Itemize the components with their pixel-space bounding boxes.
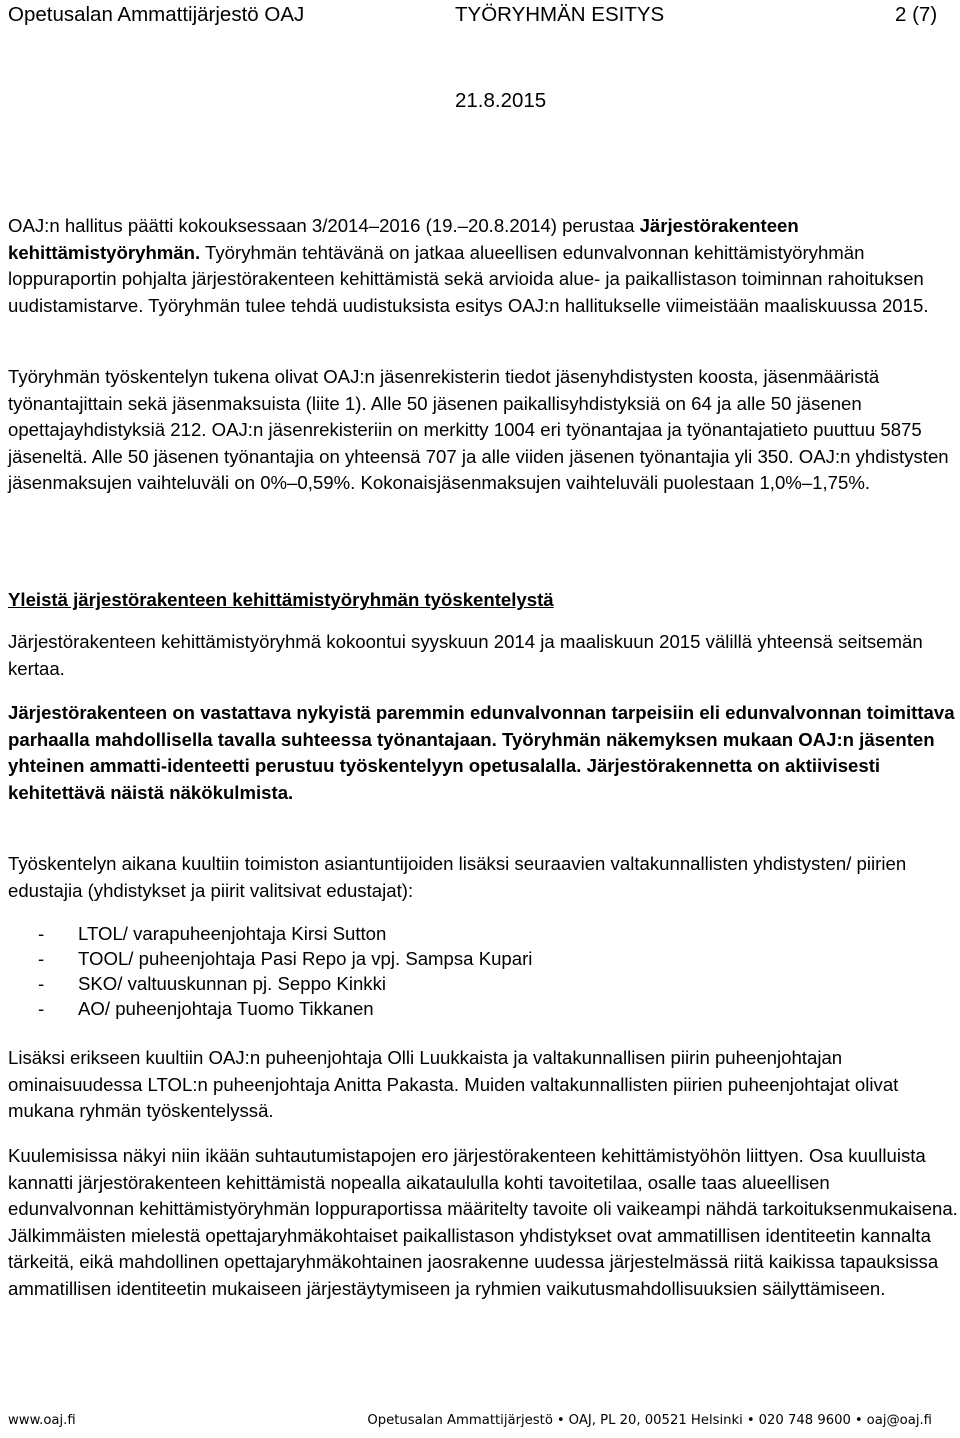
intro-paragraph-1	[8, 213, 958, 319]
list-item	[8, 996, 532, 1021]
section-heading: Yleistä järjestörakenteen kehittämistyöryhmän työskentelystä	[8, 589, 554, 610]
list-item	[8, 971, 532, 996]
intro-paragraph-2: Työryhmän työskentelyn tukena olivat OAJ:n jäsenrekisterin tiedot jäsenyhdistysten koosta, jäsenmääristä työnantajittain sekä jäsenmaksuista (liite 1). Alle 50 jäsenen paikallisyhdistyksiä on 64 ja alle 50 jäsenen opettajayhdistyksiä 212. OAJ:n jäsenrekisteriin on merkitty 1004 eri työnantajaa ja työnantajatieto puuttuu 5875 jäseneltä. Alle 50 jäsenen työnantajia on yhteensä 707 ja alle viiden jäsenen työnantajia yli 350. OAJ:n yhdistysten jäsenmaksujen vaihteluväli on 0%–0,59%. Kokonaisjäsenmaksujen vaihteluväli puolestaan 1,0%–1,75%.	[8, 366, 949, 493]
list-item	[8, 946, 532, 971]
footer-website-link[interactable]: www.oaj.fi	[8, 1413, 76, 1428]
header-page-number: 2 (7)	[895, 3, 938, 26]
bullet-icon: •	[854, 1413, 863, 1428]
list-item-text: SKO/ valtuuskunnan pj. Seppo Kinkki	[78, 973, 387, 994]
list-dash: -	[38, 973, 45, 994]
list-dash: -	[38, 998, 45, 1019]
representatives-list	[8, 921, 532, 1021]
footer-address: OAJ, PL 20, 00521 Helsinki	[568, 1413, 743, 1428]
footer-contact-info	[367, 1412, 932, 1430]
section-paragraph-bold: Järjestörakenteen on vastattava nykyistä paremmin edunvalvonnan tarpeisiin eli edunvalvonnan toimittava parhaalla mahdollisella tavalla suhteessa työnantajaan. Työryhmän näkemyksen mukaan OAJ:n jäsenten yhteinen ammatti-identeetti perustuu työskentelyyn opetusalalla. Järjestörakennetta on aktiivisesti kehitettävä näistä näkökulmista.	[8, 702, 955, 803]
list-dash: -	[38, 948, 45, 969]
footer-phone: 020 748 9600	[758, 1413, 851, 1428]
header-doc-type: TYÖRYHMÄN ESITYS	[455, 3, 665, 26]
section-paragraph-5: Kuulemisissa näkyi niin ikään suhtautumistapojen ero järjestörakenteen kehittämistyöhön liittyen. Osa kuulluista kannatti järjestörakenteen kehittämistä nopealla aikataululla kohti tavoitetilaa, osalle taas alueellisen edunvalvonnan kehittämistyöryhmän loppuraportissa määritelty tavoite oli vaikeampi nähdä tarkoituksenmukaisena. Jälkimmäisten mielestä opettajaryhmäkohtaiset paikallistason yhdistykset ovat ammatillisen identiteetin kannalta tärkeitä, eikä mahdollinen opettajaryhmäkohtainen jaosrakenne uudessa järjestelmässä riitä kaikissa tapauksissa ammatillisen identiteetin mukaiseen järjestäytymiseen ja ryhmien vaikutusmahdollisuuksien säilyttämiseen.	[8, 1145, 958, 1299]
intro-text-rest: Työryhmän tehtävänä on jatkaa alueellisen edunvalvonnan kehittämistyöryhmän loppuraportin pohjalta järjestörakenteen kehittämistä sekä arvioida alue- ja paikallistason toiminnan rahoituksen uudistamistarve. Työryhmän tulee tehdä uudistuksista esitys OAJ:n hallitukselle viimeistään maaliskuussa 2015.	[8, 241, 929, 316]
footer-email-link[interactable]: oaj@oaj.fi	[866, 1413, 932, 1428]
list-item-text: LTOL/ varapuheenjohtaja Kirsi Sutton	[78, 923, 387, 944]
list-item-text: AO/ puheenjohtaja Tuomo Tikkanen	[78, 998, 374, 1019]
list-item-text: TOOL/ puheenjohtaja Pasi Repo ja vpj. Sampsa Kupari	[78, 948, 533, 969]
intro-text: OAJ:n hallitus päätti kokouksessaan 3/2014–2016 (19.–20.8.2014) perustaa	[8, 215, 640, 236]
list-item	[8, 921, 532, 946]
header-org: Opetusalan Ammattijärjestö OAJ	[8, 3, 305, 26]
section-paragraph-3: Työskentelyn aikana kuultiin toimiston asiantuntijoiden lisäksi seuraavien valtakunnallisten yhdistysten/ piirien edustajia (yhdistykset ja piirit valitsivat edustajat):	[8, 853, 907, 901]
footer-org: Opetusalan Ammattijärjestö	[367, 1413, 553, 1428]
bullet-icon: •	[746, 1413, 755, 1428]
list-dash: -	[38, 923, 45, 944]
working-group-name: Järjestörakenteen kehittämistyöryhmän.	[8, 215, 799, 263]
section-paragraph-4: Lisäksi erikseen kuultiin OAJ:n puheenjohtaja Olli Luukkaista ja valtakunnallisen piirin puheenjohtajan ominaisuudessa LTOL:n puheenjohtaja Anitta Pakasta. Muiden valtakunnallisten piirien puheenjohtajat olivat mukana ryhmän työskentelyssä.	[8, 1047, 899, 1121]
document-date: 21.8.2015	[455, 89, 547, 112]
bullet-icon: •	[556, 1413, 565, 1428]
section-paragraph-1: Järjestörakenteen kehittämistyöryhmä kokoontui syyskuun 2014 ja maaliskuun 2015 välillä yhteensä seitsemän kertaa.	[8, 631, 923, 679]
